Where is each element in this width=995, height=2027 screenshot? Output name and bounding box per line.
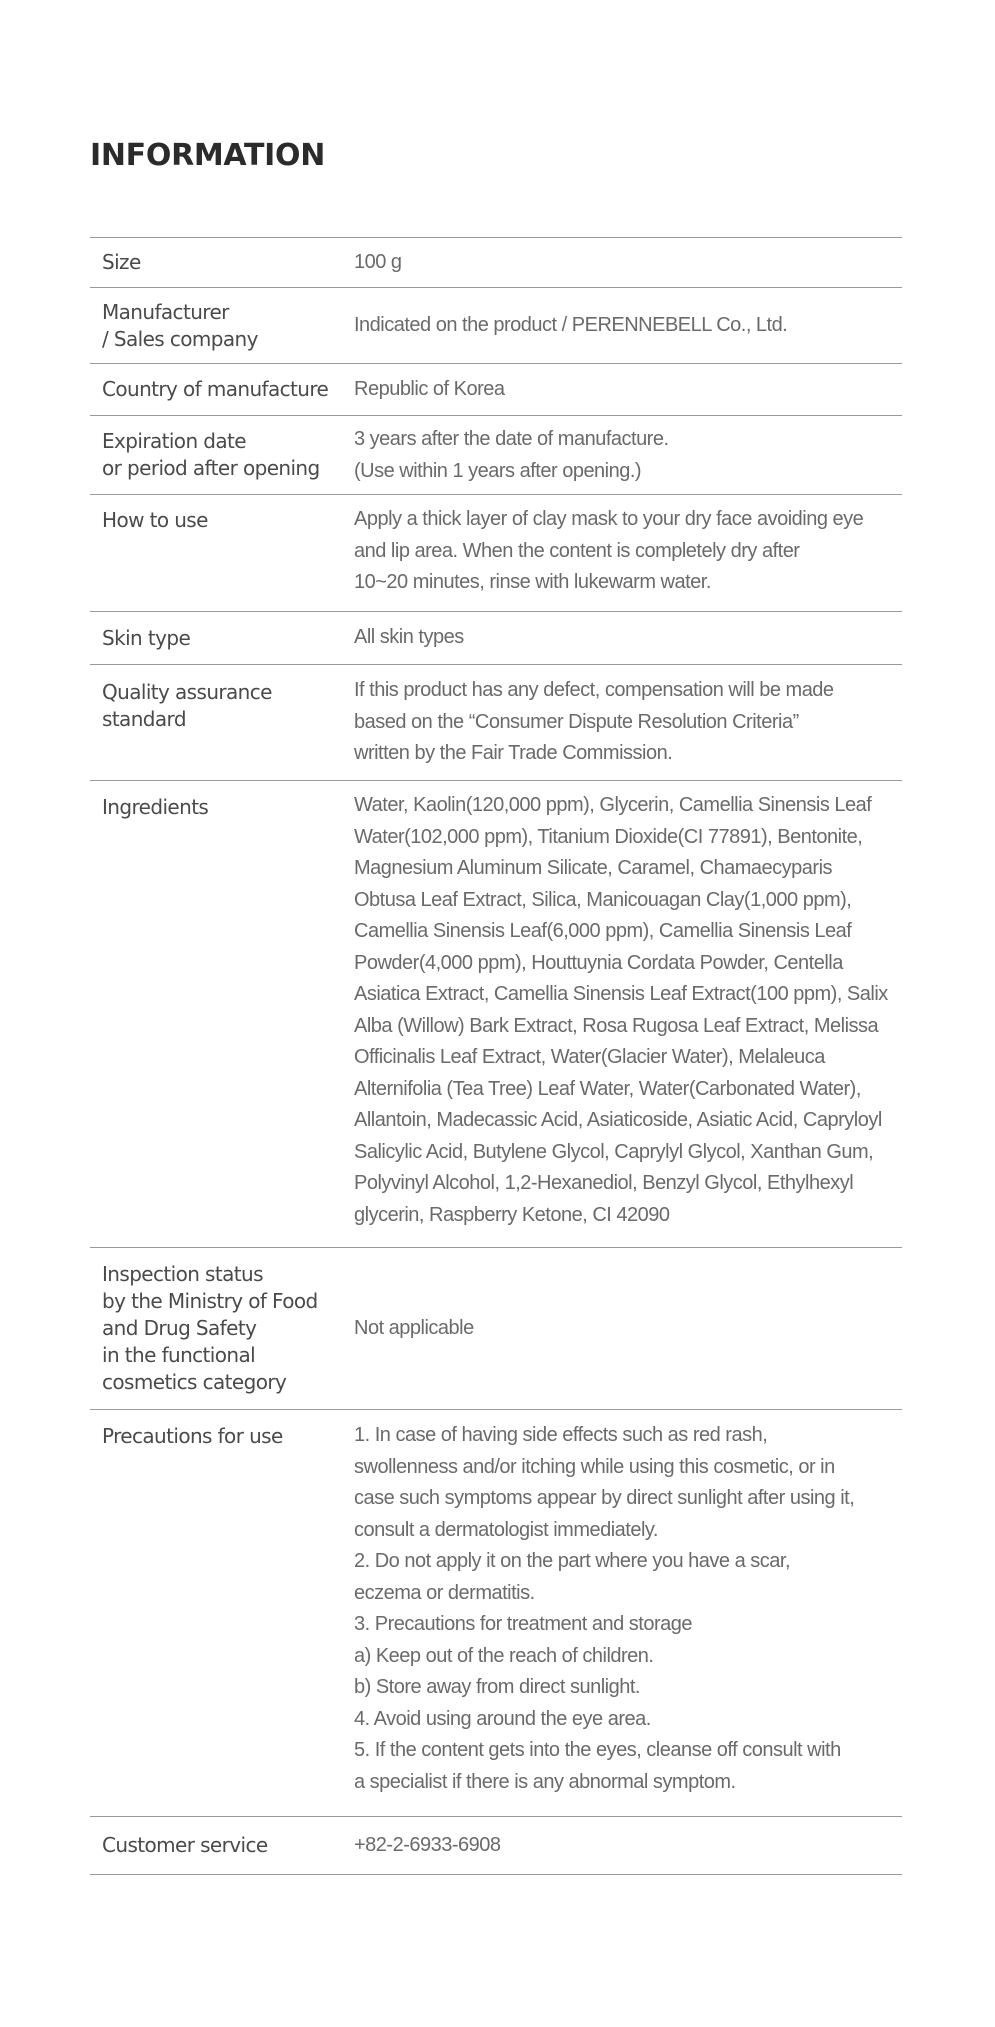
row-value: All skin types bbox=[354, 626, 464, 649]
info-row-quality-assurance bbox=[90, 665, 902, 781]
row-label: How to use bbox=[102, 508, 208, 532]
row-value: Republic of Korea bbox=[354, 377, 505, 400]
row-label: Ingredients bbox=[102, 795, 209, 819]
row-label: Manufacturer / Sales company bbox=[102, 299, 258, 351]
row-label: Customer service bbox=[102, 1833, 268, 1857]
information-table bbox=[90, 237, 902, 1875]
row-label: Size bbox=[102, 250, 141, 274]
row-label: Expiration date or period after opening bbox=[102, 429, 320, 480]
row-label: Skin type bbox=[102, 625, 191, 650]
info-row-inspection-status bbox=[90, 1248, 902, 1410]
row-value: Apply a thick layer of clay mask to your dry face avoiding eye and lip area. When the content is completely dry after 10~20 minutes, rinse with lukewarm water. bbox=[354, 508, 864, 593]
info-row-expiration bbox=[90, 416, 902, 495]
row-value: Not applicable bbox=[354, 1316, 474, 1339]
info-row-country bbox=[90, 364, 902, 416]
page-title: INFORMATION bbox=[90, 138, 326, 173]
row-value: 100 g bbox=[354, 250, 402, 273]
row-value: 1. In case of having side effects such as red rash, swollenness and/or itching while using this cosmetic, or in case such symptoms appear by direct sunlight after using it, consult a dermatologist immediately. 2. Do not apply it on the part where you have a scar, eczema or dermatitis. 3. Precautions for treatment and storage a) Keep out of the reach of children. b) Store away from direct sunlight. 4. Avoid using around the eye area. 5. If the content gets into the eyes, cleanse off consult with a specialist if there is any abnormal symptom. bbox=[354, 1424, 855, 1793]
info-row-manufacturer bbox=[90, 288, 902, 364]
row-value: Water, Kaolin(120,000 ppm), Glycerin, Camellia Sinensis Leaf Water(102,000 ppm), Titanium Dioxide(CI 77891), Bentonite, Magnesium Aluminum Silicate, Caramel, Chamaecyparis Obtusa Leaf Extract, Silica, Manicouagan Clay(1,000 ppm), Camellia Sinensis Leaf(6,000 ppm), Camellia Sinensis Leaf Powder(4,000 ppm), Houttuynia Cordata Powder, Centella Asiatica Extract, Camellia Sinensis Leaf Extract(100 ppm), Salix Alba (Willow) Bark Extract, Rosa Rugosa Leaf Extract, Melissa Officinalis Leaf Extract, Water(Glacier Water), Melaleuca Alternifolia (Tea Tree) Leaf Water, Water(Carbonated Water), Allantoin, Madecassic Acid, Asiaticoside, Asiatic Acid, Capryloyl Salicylic Acid, Butylene Glycol, Caprylyl Glycol, Xanthan Gum, Polyvinyl Alcohol, 1,2-Hexanediol, Benzyl Glycol, Ethylhexyl glycerin, Raspberry Ketone, CI 42090 bbox=[354, 794, 888, 1226]
row-value: +82-2-6933-6908 bbox=[354, 1833, 501, 1856]
info-row-size bbox=[90, 238, 902, 288]
row-label: Inspection status by the Ministry of Food and Drug Safety in the functional cosmetics category bbox=[102, 1262, 318, 1394]
row-value: 3 years after the date of manufacture. (Use within 1 years after opening.) bbox=[354, 428, 669, 482]
row-value: Indicated on the product / PERENNEBELL Co., Ltd. bbox=[354, 313, 788, 336]
info-row-skin-type bbox=[90, 612, 902, 665]
info-row-precautions bbox=[90, 1410, 902, 1817]
info-row-ingredients bbox=[90, 781, 902, 1248]
row-label: Quality assurance standard bbox=[102, 680, 272, 731]
row-label: Country of manufacture bbox=[102, 377, 329, 401]
row-label: Precautions for use bbox=[102, 1424, 283, 1448]
row-value: If this product has any defect, compensation will be made based on the “Consumer Dispute Resolution Criteria” written by the Fair Trade Commission. bbox=[354, 679, 834, 764]
info-row-customer-service bbox=[90, 1817, 902, 1875]
info-row-how-to-use bbox=[90, 495, 902, 612]
